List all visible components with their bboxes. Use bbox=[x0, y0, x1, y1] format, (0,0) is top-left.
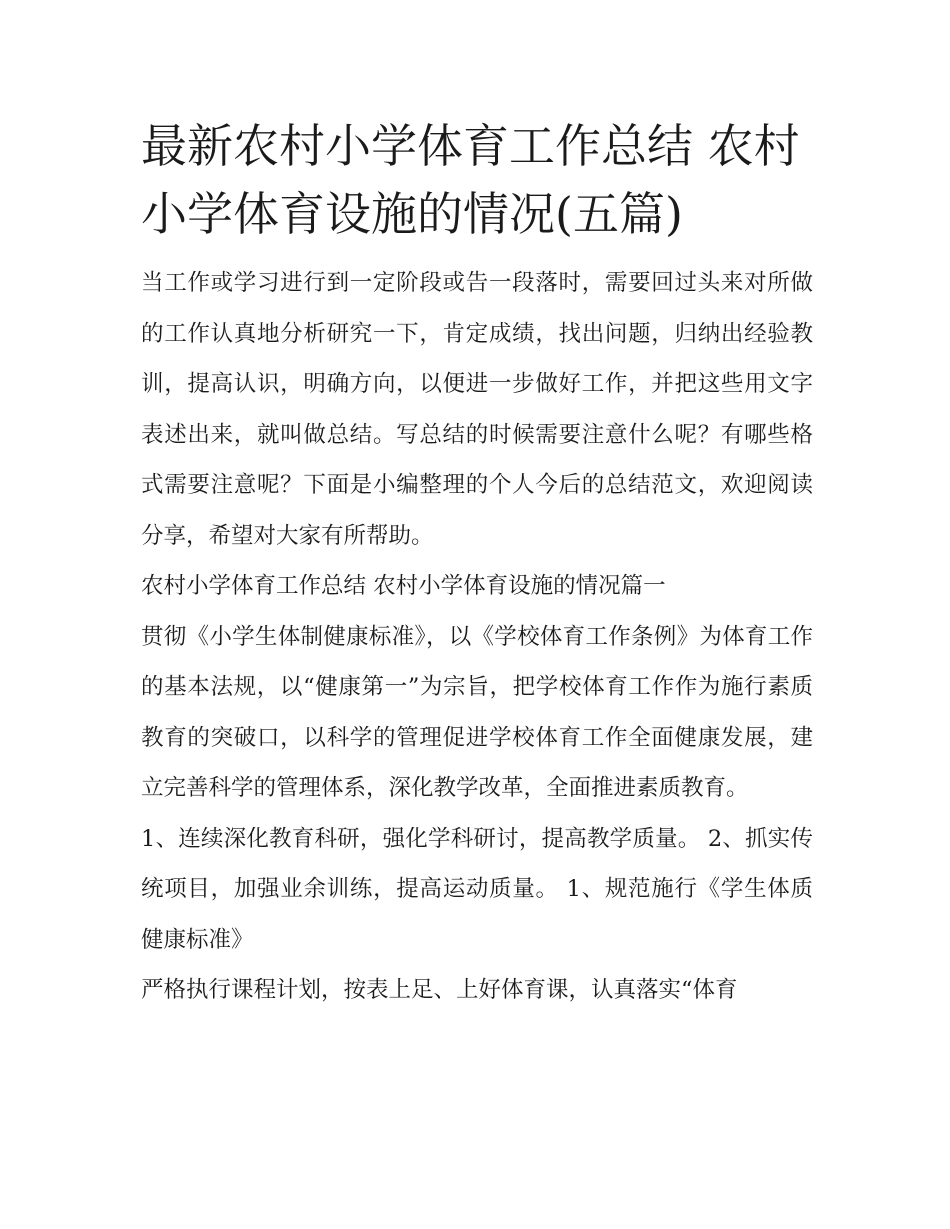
document-title: 最新农村小学体育工作总结 农村小学体育设施的情况(五篇) bbox=[141, 119, 800, 241]
document-page bbox=[141, 112, 813, 1016]
list-paragraph: 1、连续深化教育科研，强化学科研讨，提高教学质量。 2、抓实传统项目，加强业余训练，提高运动质量。 1、规范施行《学生体质健康标准》 bbox=[141, 825, 813, 953]
intro-paragraph: 当工作或学习进行到一定阶段或告一段落时，需要回过头来对所做的工作认真地分析研究一下，肯定成绩，找出问题，归纳出经验教训，提高认识，明确方向，以便进一步做好工作，并把这些用文字表述出来，就叫做总结。写总结的时候需要注意什么呢？有哪些格式需要注意呢？下面是小编整理的个人今后的总结范文，欢迎阅读分享，希望对大家有所帮助。 bbox=[141, 270, 813, 549]
section-heading: 农村小学体育工作总结 农村小学体育设施的情况篇一 bbox=[141, 573, 666, 599]
section-body-paragraph: 贯彻《小学生体制健康标准》，以《学校体育工作条例》为体育工作的基本法规，以“健康第一”为宗旨，把学校体育工作作为施行素质教育的突破口，以科学的管理促进学校体育工作全面健康发展，建立完善科学的管理体系，深化教学改革，全面推进素质教育。 bbox=[141, 623, 813, 801]
last-paragraph: 严格执行课程计划，按表上足、上好体育课，认真落实“体育 bbox=[141, 977, 738, 1003]
